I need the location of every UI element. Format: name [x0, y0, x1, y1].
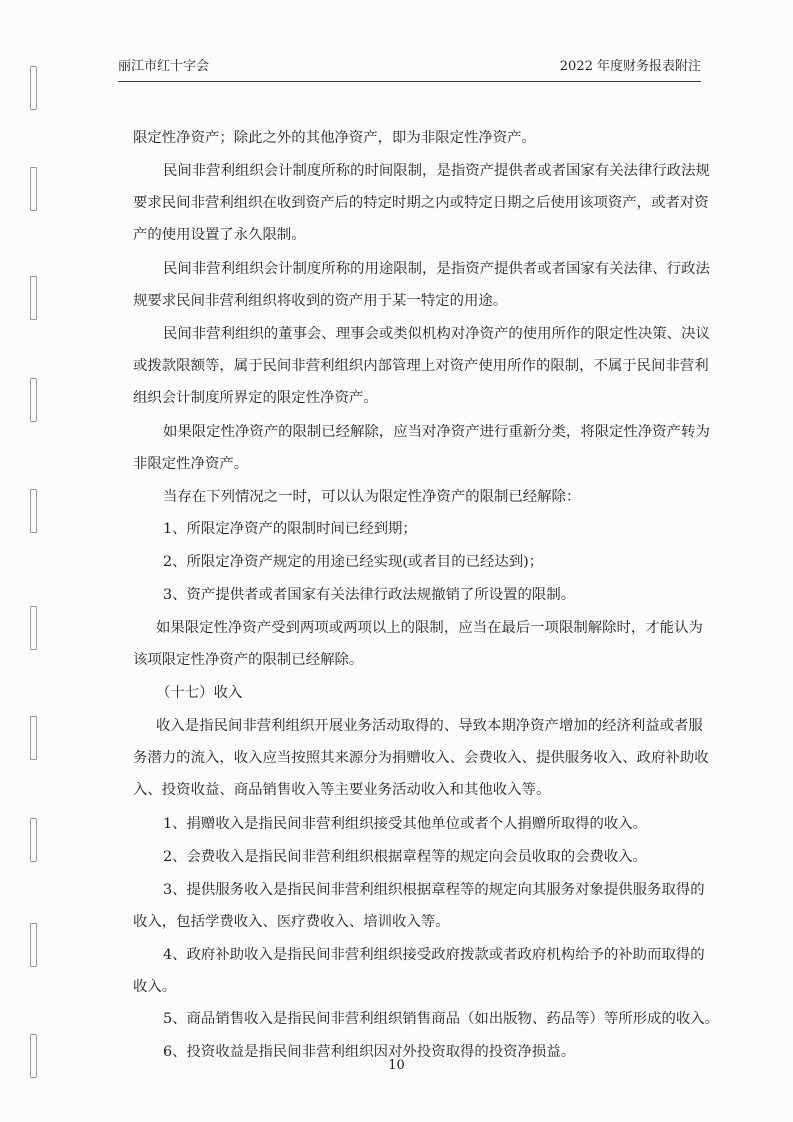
header-divider [118, 81, 701, 82]
text-line: 如果限定性净资产的限制已经解除，应当对净资产进行重新分类，将限定性净资产转为 [163, 424, 710, 440]
list-item: 1、捐赠收入是指民间非营利组织接受其他单位或者个人捐赠所取得的收入。 [163, 816, 648, 832]
text-line: 民间非营利组织会计制度所称的时间限制，是指资产提供者或者国家有关法律行政法规 [163, 163, 710, 179]
binding-mark [30, 378, 37, 422]
binding-mark [30, 66, 37, 110]
list-item: 3、提供服务收入是指民间非营利组织根据章程等的规定向其服务对象提供服务取得的 [163, 882, 705, 898]
section-heading: （十七）收入 [156, 685, 243, 701]
binding-mark [30, 606, 37, 650]
text-line: 该项限定性净资产的限制已经解除。 [133, 652, 364, 668]
text-line: 如果限定性净资产受到两项或两项以上的限制，应当在最后一项限制解除时，才能认为 [156, 620, 703, 636]
binding-mark [30, 276, 37, 320]
binding-mark [30, 167, 37, 211]
list-item: 2、会费收入是指民间非营利组织根据章程等的规定向会员收取的会费收入。 [163, 849, 648, 865]
text-line: 当存在下列情况之一时，可以认为限定性净资产的限制已经解除： [163, 489, 581, 505]
header-title: 2022 年度财务报表附注 [559, 59, 701, 74]
text-line: 组织会计制度所界定的限定性净资产。 [133, 390, 378, 406]
binding-mark [30, 818, 37, 862]
list-item: 2、所限定净资产规定的用途已经实现(或者目的已经达到)； [163, 554, 544, 570]
list-item: 4、政府补助收入是指民间非营利组织接受政府拨款或者政府机构给予的补助而取得的 [163, 947, 705, 963]
list-item: 5、商品销售收入是指民间非营利组织销售商品（如出版物、药品等）等所形成的收入。 [163, 1011, 720, 1027]
list-item: 6、投资收益是指民间非营利组织因对外投资取得的投资净损益。 [163, 1044, 576, 1060]
text-line: 或拨款限额等，属于民间非营利组织内部管理上对资产使用所作的限制，不属于民间非营利 [133, 358, 709, 374]
list-item: 1、所限定净资产的限制时间已经到期； [163, 521, 417, 537]
header-org: 丽江市红十字会 [118, 59, 210, 74]
text-line: 收入，包括学费收入、医疗费收入、培训收入等。 [133, 914, 450, 930]
page-header [118, 54, 701, 80]
text-line: 要求民间非营利组织在收到资产后的特定时期之内或特定日期之后使用该项资产，或者对资 [133, 195, 709, 211]
text-line: 收入。 [133, 979, 177, 995]
binding-mark [30, 716, 37, 760]
binding-mark [30, 923, 37, 967]
text-line: 限定性净资产；除此之外的其他净资产，即为非限定性净资产。 [133, 130, 536, 146]
text-line: 入、投资收益、商品销售收入等主要业务活动收入和其他收入等。 [133, 782, 551, 798]
text-line: 非限定性净资产。 [133, 456, 249, 472]
text-line: 产的使用设置了永久限制。 [133, 227, 306, 243]
binding-mark [30, 489, 37, 533]
text-line: 民间非营利组织的董事会、理事会或类似机构对净资产的使用所作的限定性决策、决议 [163, 326, 710, 342]
text-line: 收入是指民间非营利组织开展业务活动取得的、导致本期净资产增加的经济利益或者服 [156, 718, 703, 734]
text-line: 务潜力的流入，收入应当按照其来源分为捐赠收入、会费收入、提供服务收入、政府补助收 [133, 750, 709, 766]
list-item: 3、资产提供者或者国家有关法律行政法规撤销了所设置的限制。 [163, 587, 576, 603]
text-line: 规要求民间非营利组织将收到的资产用于某一特定的用途。 [133, 293, 508, 309]
page-number: 10 [388, 1058, 405, 1073]
text-line: 民间非营利组织会计制度所称的用途限制，是指资产提供者或者国家有关法律、行政法 [163, 261, 710, 277]
